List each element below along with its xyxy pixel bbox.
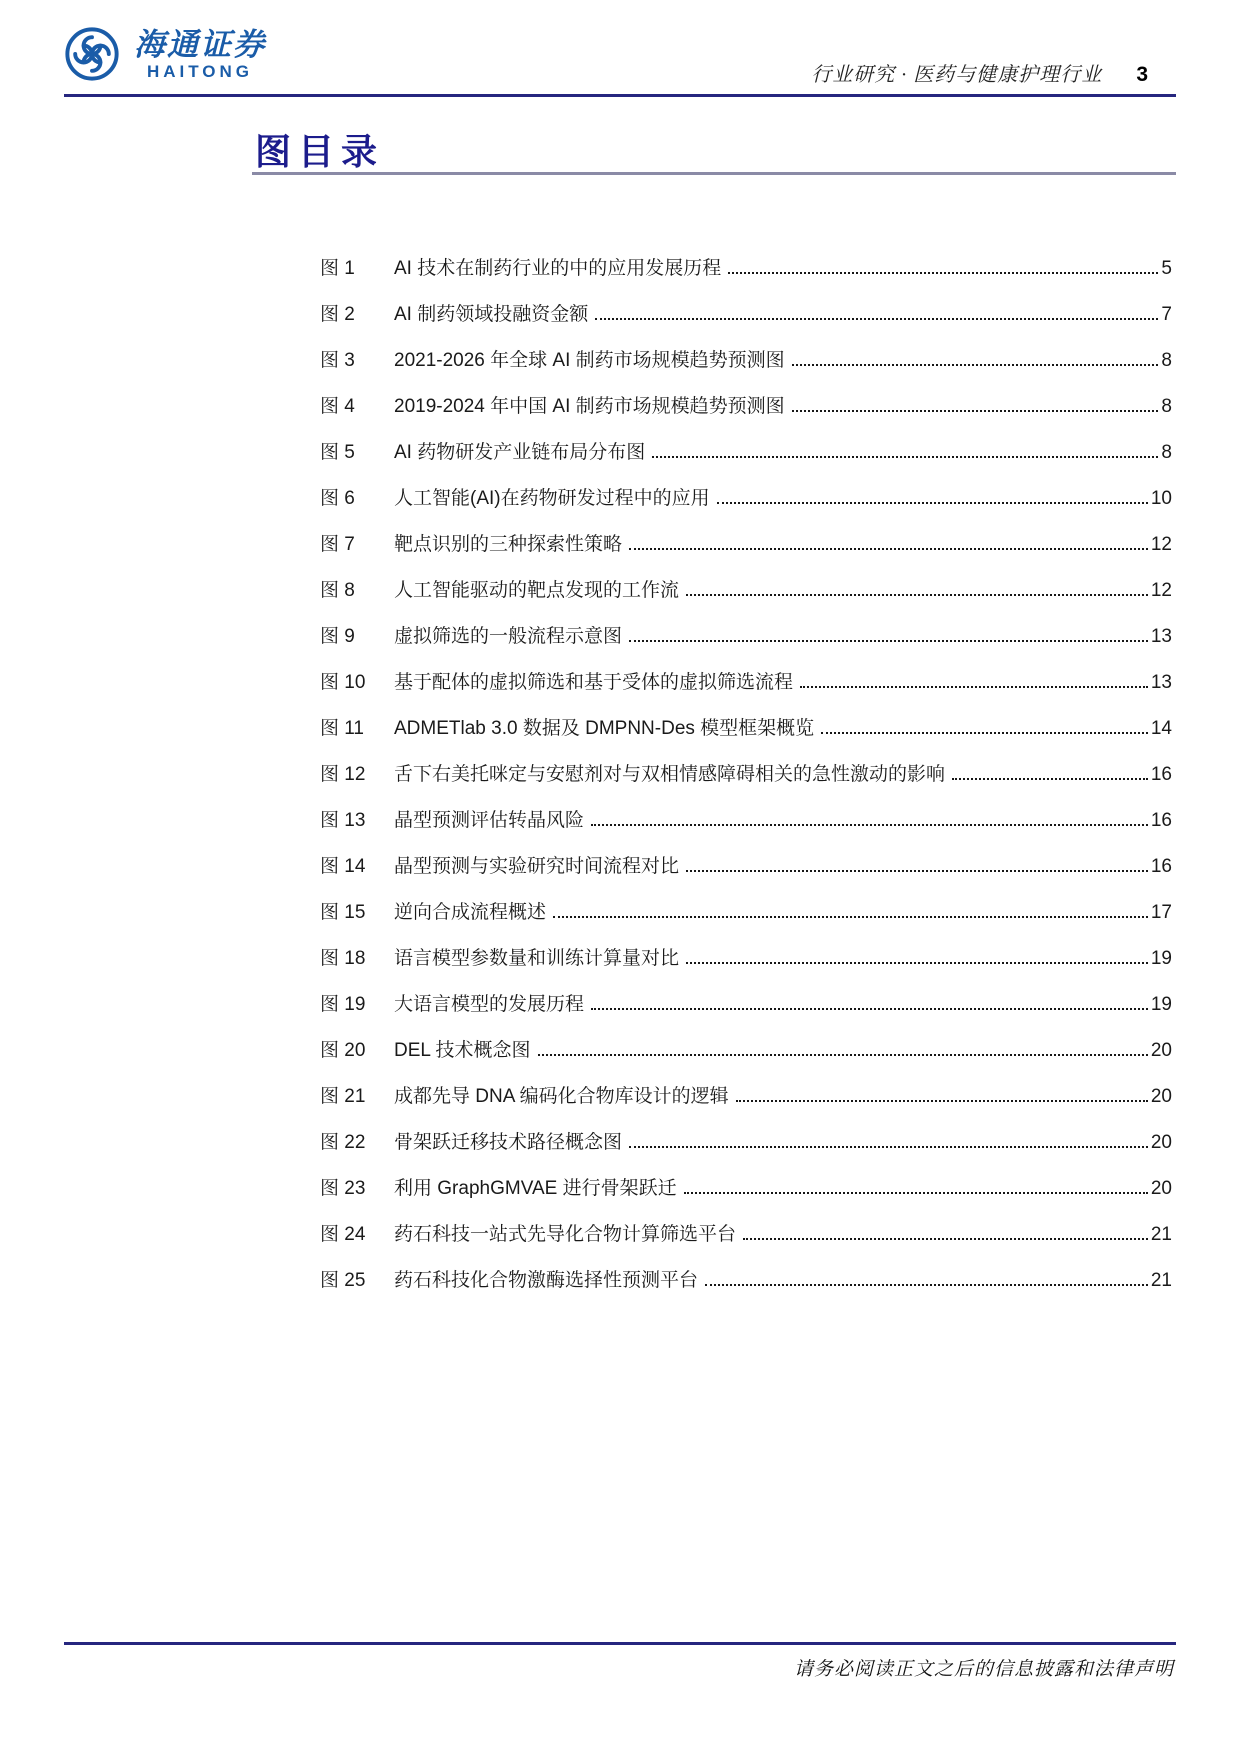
- toc-entry[interactable]: [320, 1120, 1172, 1166]
- figure-label: 图 11: [320, 718, 365, 739]
- dot-leader: [705, 1284, 1148, 1286]
- toc-entry[interactable]: [320, 246, 1172, 292]
- haitong-swirl-icon: [64, 26, 120, 82]
- brand-name-chinese: 海通证券: [134, 27, 266, 62]
- figure-label: 图 4: [320, 396, 355, 417]
- figure-page-number: 8: [1161, 442, 1172, 463]
- figure-title: 靶点识别的三种探索性策略: [394, 534, 623, 555]
- figure-label: 图 19: [320, 994, 366, 1015]
- figure-label: 图 14: [320, 856, 366, 877]
- figure-title: 逆向合成流程概述: [394, 902, 547, 923]
- header-divider: [64, 94, 1176, 97]
- toc-entry[interactable]: [320, 430, 1172, 476]
- dot-leader: [591, 1008, 1148, 1010]
- figure-page-number: 8: [1161, 350, 1172, 371]
- dot-leader: [629, 1146, 1148, 1148]
- figure-label: 图 8: [320, 580, 355, 601]
- figure-title: 大语言模型的发展历程: [394, 994, 585, 1015]
- toc-entry[interactable]: [320, 1074, 1172, 1120]
- dot-leader: [736, 1100, 1148, 1102]
- figure-title: 骨架跃迁移技术路径概念图: [394, 1132, 623, 1153]
- figure-title: 舌下右美托咪定与安慰剂对与双相情感障碍相关的急性激动的影响: [394, 764, 946, 785]
- figure-label: 图 21: [320, 1086, 366, 1107]
- page-title: 图目录: [255, 131, 385, 172]
- figure-label: 图 23: [320, 1178, 366, 1199]
- dot-leader: [821, 732, 1148, 734]
- dot-leader: [538, 1054, 1148, 1056]
- toc-entry[interactable]: [320, 568, 1172, 614]
- toc-entry[interactable]: [320, 1212, 1172, 1258]
- dot-leader: [800, 686, 1148, 688]
- figure-title: AI 药物研发产业链布局分布图: [394, 442, 646, 463]
- figure-title: ADMETlab 3.0 数据及 DMPNN-Des 模型框架概览: [394, 718, 815, 739]
- figure-title: 利用 GraphGMVAE 进行骨架跃迁: [394, 1178, 677, 1199]
- dot-leader: [686, 594, 1148, 596]
- figure-page-number: 16: [1150, 764, 1172, 785]
- figure-page-number: 7: [1161, 304, 1172, 325]
- toc-entry[interactable]: [320, 614, 1172, 660]
- figure-page-number: 19: [1150, 948, 1172, 969]
- figure-title: 2019-2024 年中国 AI 制药市场规模趋势预测图: [394, 396, 785, 417]
- figure-page-number: 16: [1150, 810, 1172, 831]
- header-section-label: 行业研究 · 医药与健康护理行业: [811, 64, 1103, 86]
- dot-leader: [952, 778, 1148, 780]
- toc-entry[interactable]: [320, 1258, 1172, 1304]
- figure-title: AI 制药领域投融资金额: [394, 304, 589, 325]
- figure-label: 图 13: [320, 810, 366, 831]
- header-page-number: 3: [1136, 63, 1148, 86]
- toc-entry[interactable]: [320, 384, 1172, 430]
- toc-entry[interactable]: [320, 660, 1172, 706]
- dot-leader: [591, 824, 1148, 826]
- toc-entry[interactable]: [320, 706, 1172, 752]
- dot-leader: [629, 548, 1148, 550]
- toc-entry[interactable]: [320, 1028, 1172, 1074]
- toc-entry[interactable]: [320, 982, 1172, 1028]
- dot-leader: [792, 364, 1159, 366]
- figure-page-number: 21: [1150, 1270, 1172, 1291]
- toc-entry[interactable]: [320, 798, 1172, 844]
- figure-page-number: 16: [1150, 856, 1172, 877]
- toc-entry[interactable]: [320, 890, 1172, 936]
- figure-title: 2021-2026 年全球 AI 制药市场规模趋势预测图: [394, 350, 785, 371]
- figure-label: 图 12: [320, 764, 366, 785]
- dot-leader: [743, 1238, 1148, 1240]
- dot-leader: [595, 318, 1158, 320]
- figure-title: DEL 技术概念图: [394, 1040, 531, 1061]
- brand-text: [134, 28, 266, 81]
- figure-title: 药石科技一站式先导化合物计算筛选平台: [394, 1224, 737, 1245]
- figure-label: 图 18: [320, 948, 366, 969]
- figure-label: 图 10: [320, 672, 366, 693]
- figure-page-number: 19: [1150, 994, 1172, 1015]
- figure-page-number: 17: [1150, 902, 1172, 923]
- figure-label: 图 24: [320, 1224, 366, 1245]
- dot-leader: [553, 916, 1148, 918]
- figure-page-number: 14: [1150, 718, 1172, 739]
- figure-label: 图 3: [320, 350, 355, 371]
- figure-title: 虚拟筛选的一般流程示意图: [394, 626, 623, 647]
- toc-entry[interactable]: [320, 752, 1172, 798]
- figure-title: 基于配体的虚拟筛选和基于受体的虚拟筛选流程: [394, 672, 794, 693]
- figure-label: 图 15: [320, 902, 366, 923]
- figure-page-number: 5: [1161, 258, 1172, 279]
- dot-leader: [684, 1192, 1148, 1194]
- footer-disclaimer: 请务必阅读正文之后的信息披露和法律声明: [793, 1659, 1174, 1680]
- toc-entry[interactable]: [320, 1166, 1172, 1212]
- figure-page-number: 20: [1150, 1132, 1172, 1153]
- toc-entry[interactable]: [320, 522, 1172, 568]
- dot-leader: [652, 456, 1158, 458]
- figure-page-number: 13: [1150, 626, 1172, 647]
- dot-leader: [728, 272, 1158, 274]
- figure-page-number: 12: [1150, 580, 1172, 601]
- figure-title: 成都先导 DNA 编码化合物库设计的逻辑: [394, 1086, 729, 1107]
- toc-entry[interactable]: [320, 936, 1172, 982]
- figure-label: 图 22: [320, 1132, 366, 1153]
- figure-title: 人工智能(AI)在药物研发过程中的应用: [394, 488, 710, 509]
- figure-page-number: 13: [1150, 672, 1172, 693]
- toc-entry[interactable]: [320, 292, 1172, 338]
- dot-leader: [686, 870, 1148, 872]
- figure-title: 晶型预测评估转晶风险: [394, 810, 585, 831]
- figure-page-number: 20: [1150, 1178, 1172, 1199]
- dot-leader: [792, 410, 1159, 412]
- figure-label: 图 7: [320, 534, 355, 555]
- footer-divider: [64, 1642, 1176, 1645]
- title-divider: [252, 172, 1176, 175]
- dot-leader: [686, 962, 1148, 964]
- figure-label: 图 25: [320, 1270, 366, 1291]
- figure-page-number: 8: [1161, 396, 1172, 417]
- toc-entry[interactable]: [320, 338, 1172, 384]
- figure-title: AI 技术在制药行业的中的应用发展历程: [394, 258, 722, 279]
- toc-entry[interactable]: [320, 844, 1172, 890]
- figure-title: 药石科技化合物激酶选择性预测平台: [394, 1270, 699, 1291]
- brand-name-english: HAITONG: [146, 62, 254, 81]
- figure-page-number: 10: [1150, 488, 1172, 509]
- toc-entry[interactable]: [320, 476, 1172, 522]
- dot-leader: [717, 502, 1148, 504]
- figure-title: 人工智能驱动的靶点发现的工作流: [394, 580, 680, 601]
- figure-label: 图 1: [320, 258, 355, 279]
- haitong-logo: [64, 26, 266, 82]
- header-right: [811, 58, 1148, 87]
- figure-list: [320, 246, 1172, 1304]
- figure-label: 图 2: [320, 304, 355, 325]
- dot-leader: [629, 640, 1148, 642]
- figure-page-number: 20: [1150, 1040, 1172, 1061]
- figure-page-number: 21: [1150, 1224, 1172, 1245]
- figure-title: 语言模型参数量和训练计算量对比: [394, 948, 680, 969]
- figure-page-number: 20: [1150, 1086, 1172, 1107]
- figure-label: 图 6: [320, 488, 355, 509]
- figure-label: 图 20: [320, 1040, 366, 1061]
- figure-page-number: 12: [1150, 534, 1172, 555]
- figure-label: 图 5: [320, 442, 355, 463]
- figure-title: 晶型预测与实验研究时间流程对比: [394, 856, 680, 877]
- figure-label: 图 9: [320, 626, 355, 647]
